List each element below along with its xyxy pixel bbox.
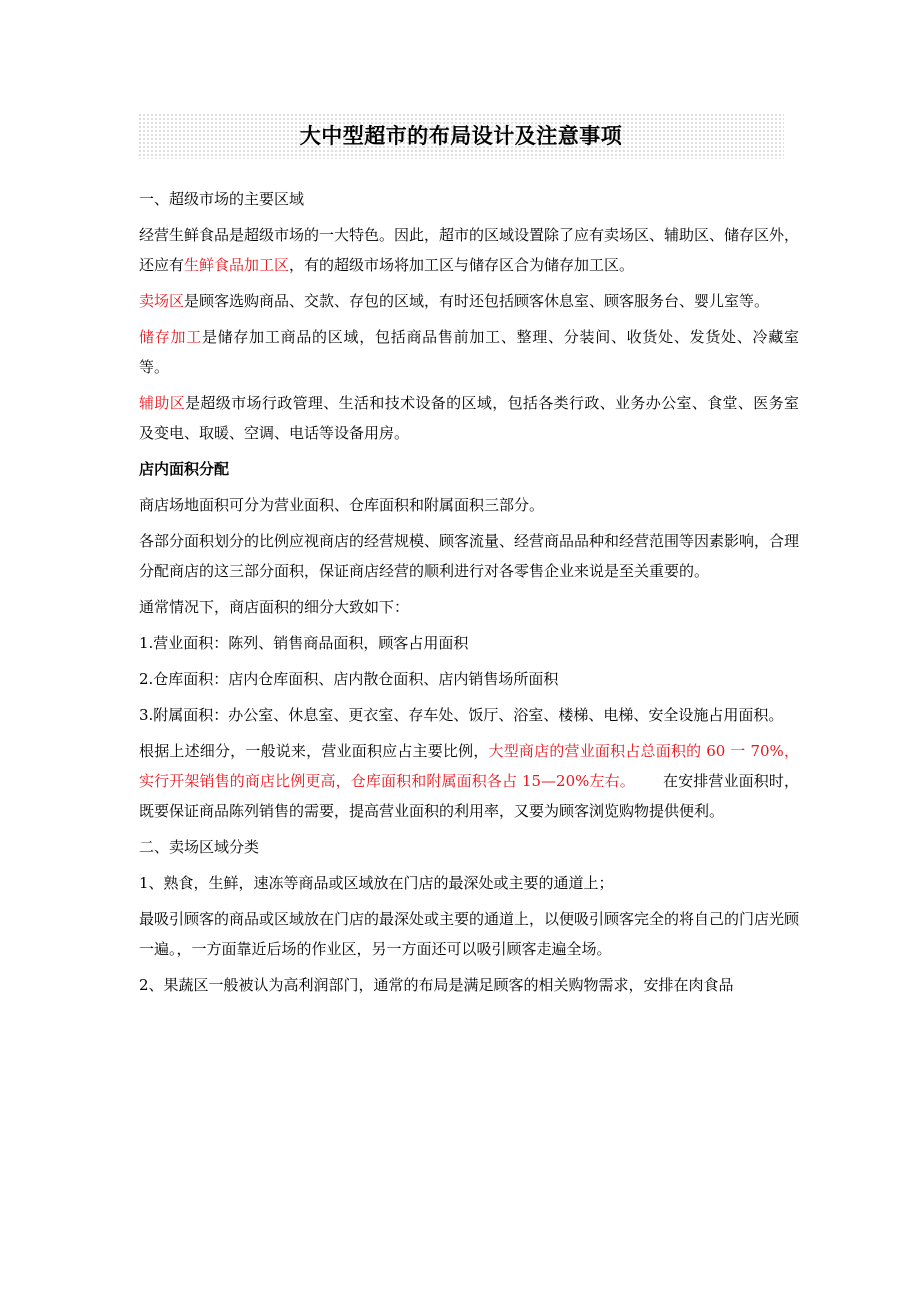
document-title: 大中型超市的布局设计及注意事项 (299, 124, 623, 148)
paragraph-3-highlight: 储存加工 (139, 328, 202, 346)
paragraph-4 (139, 388, 799, 448)
paragraph-7: 通常情况下，商店面积的细分大致如下： (139, 598, 410, 616)
list-item-1: 1.营业面积：陈列、销售商品面积，顾客占用面积 (139, 634, 469, 652)
paragraph-8 (139, 736, 799, 826)
paragraph-11: 2、果蔬区一般被认为高利润部门，通常的布局是满足顾客的相关购物需求，安排在肉食品 (139, 976, 734, 994)
paragraph-1-text-b: ，有的超级市场将加工区与储存区合为储存加工区。 (289, 256, 635, 274)
paragraph-2-text: 是顾客选购商品、交款、存包的区域，有时还包括顾客休息室、顾客服务台、婴儿室等。 (184, 292, 770, 310)
list-item-2: 2.仓库面积：店内仓库面积、店内散仓面积、店内销售场所面积 (139, 670, 559, 688)
document-body (139, 184, 799, 1006)
paragraph-3-text: 是储存加工商品的区域，包括商品售前加工、整理、分装间、收货处、发货处、冷藏室等。 (139, 328, 799, 376)
paragraph-9: 1、熟食，生鲜，速冻等商品或区域放在门店的最深处或主要的通道上； (139, 874, 614, 892)
paragraph-8-highlight: 大型商店的营业面积占总面积的 60 一 70%，实行开架销售的商店比例更高，仓库面积和附属面积各占 15—20%左右。 (139, 742, 799, 790)
paragraph-6: 各部分面积划分的比例应视商店的经营规模、顾客流量、经营商品品种和经营范围等因素影响，合理分配商店的这三部分面积，保证商店经营的顺利进行对各零售企业来说是至关重要的。 (139, 532, 800, 580)
paragraph-4-highlight: 辅助区 (139, 394, 186, 412)
paragraph-1-highlight: 生鲜食品加工区 (184, 256, 290, 274)
subheading-area-allocation: 店内面积分配 (139, 460, 230, 478)
paragraph-1 (139, 220, 799, 280)
section2-heading: 二、卖场区域分类 (139, 838, 260, 856)
paragraph-2 (139, 286, 799, 316)
section1-heading: 一、超级市场的主要区域 (139, 190, 305, 208)
paragraph-8-text-a: 根据上述细分，一般说来，营业面积应占主要比例， (139, 742, 489, 760)
paragraph-10: 最吸引顾客的商品或区域放在门店的最深处或主要的通道上，以便吸引顾客完全的将自己的门店光顾一遍。，一方面靠近后场的作业区，另一方面还可以吸引顾客走遍全场。 (139, 910, 800, 958)
paragraph-5: 商店场地面积可分为营业面积、仓库面积和附属面积三部分。 (139, 496, 545, 514)
paragraph-3 (139, 322, 799, 382)
list-item-3: 3.附属面积：办公室、休息室、更衣室、存车处、饭厅、浴室、楼梯、电梯、安全设施占用面积。 (139, 706, 784, 724)
paragraph-8-text-b: 在安排营业面积时，既要保证商品陈列销售的需要，提高营业面积的利用率，又要为顾客浏览购物提供便利。 (139, 772, 799, 820)
paragraph-4-text: 是超级市场行政管理、生活和技术设备的区域，包括各类行政、业务办公室、食堂、医务室及变电、取暖、空调、电话等设备用房。 (139, 394, 799, 442)
paragraph-1-text-a: 经营生鲜食品是超级市场的一大特色。因此，超市的区域设置除了应有卖场区、辅助区、储存区外，还应有 (139, 226, 800, 274)
paragraph-2-highlight: 卖场区 (139, 292, 185, 310)
